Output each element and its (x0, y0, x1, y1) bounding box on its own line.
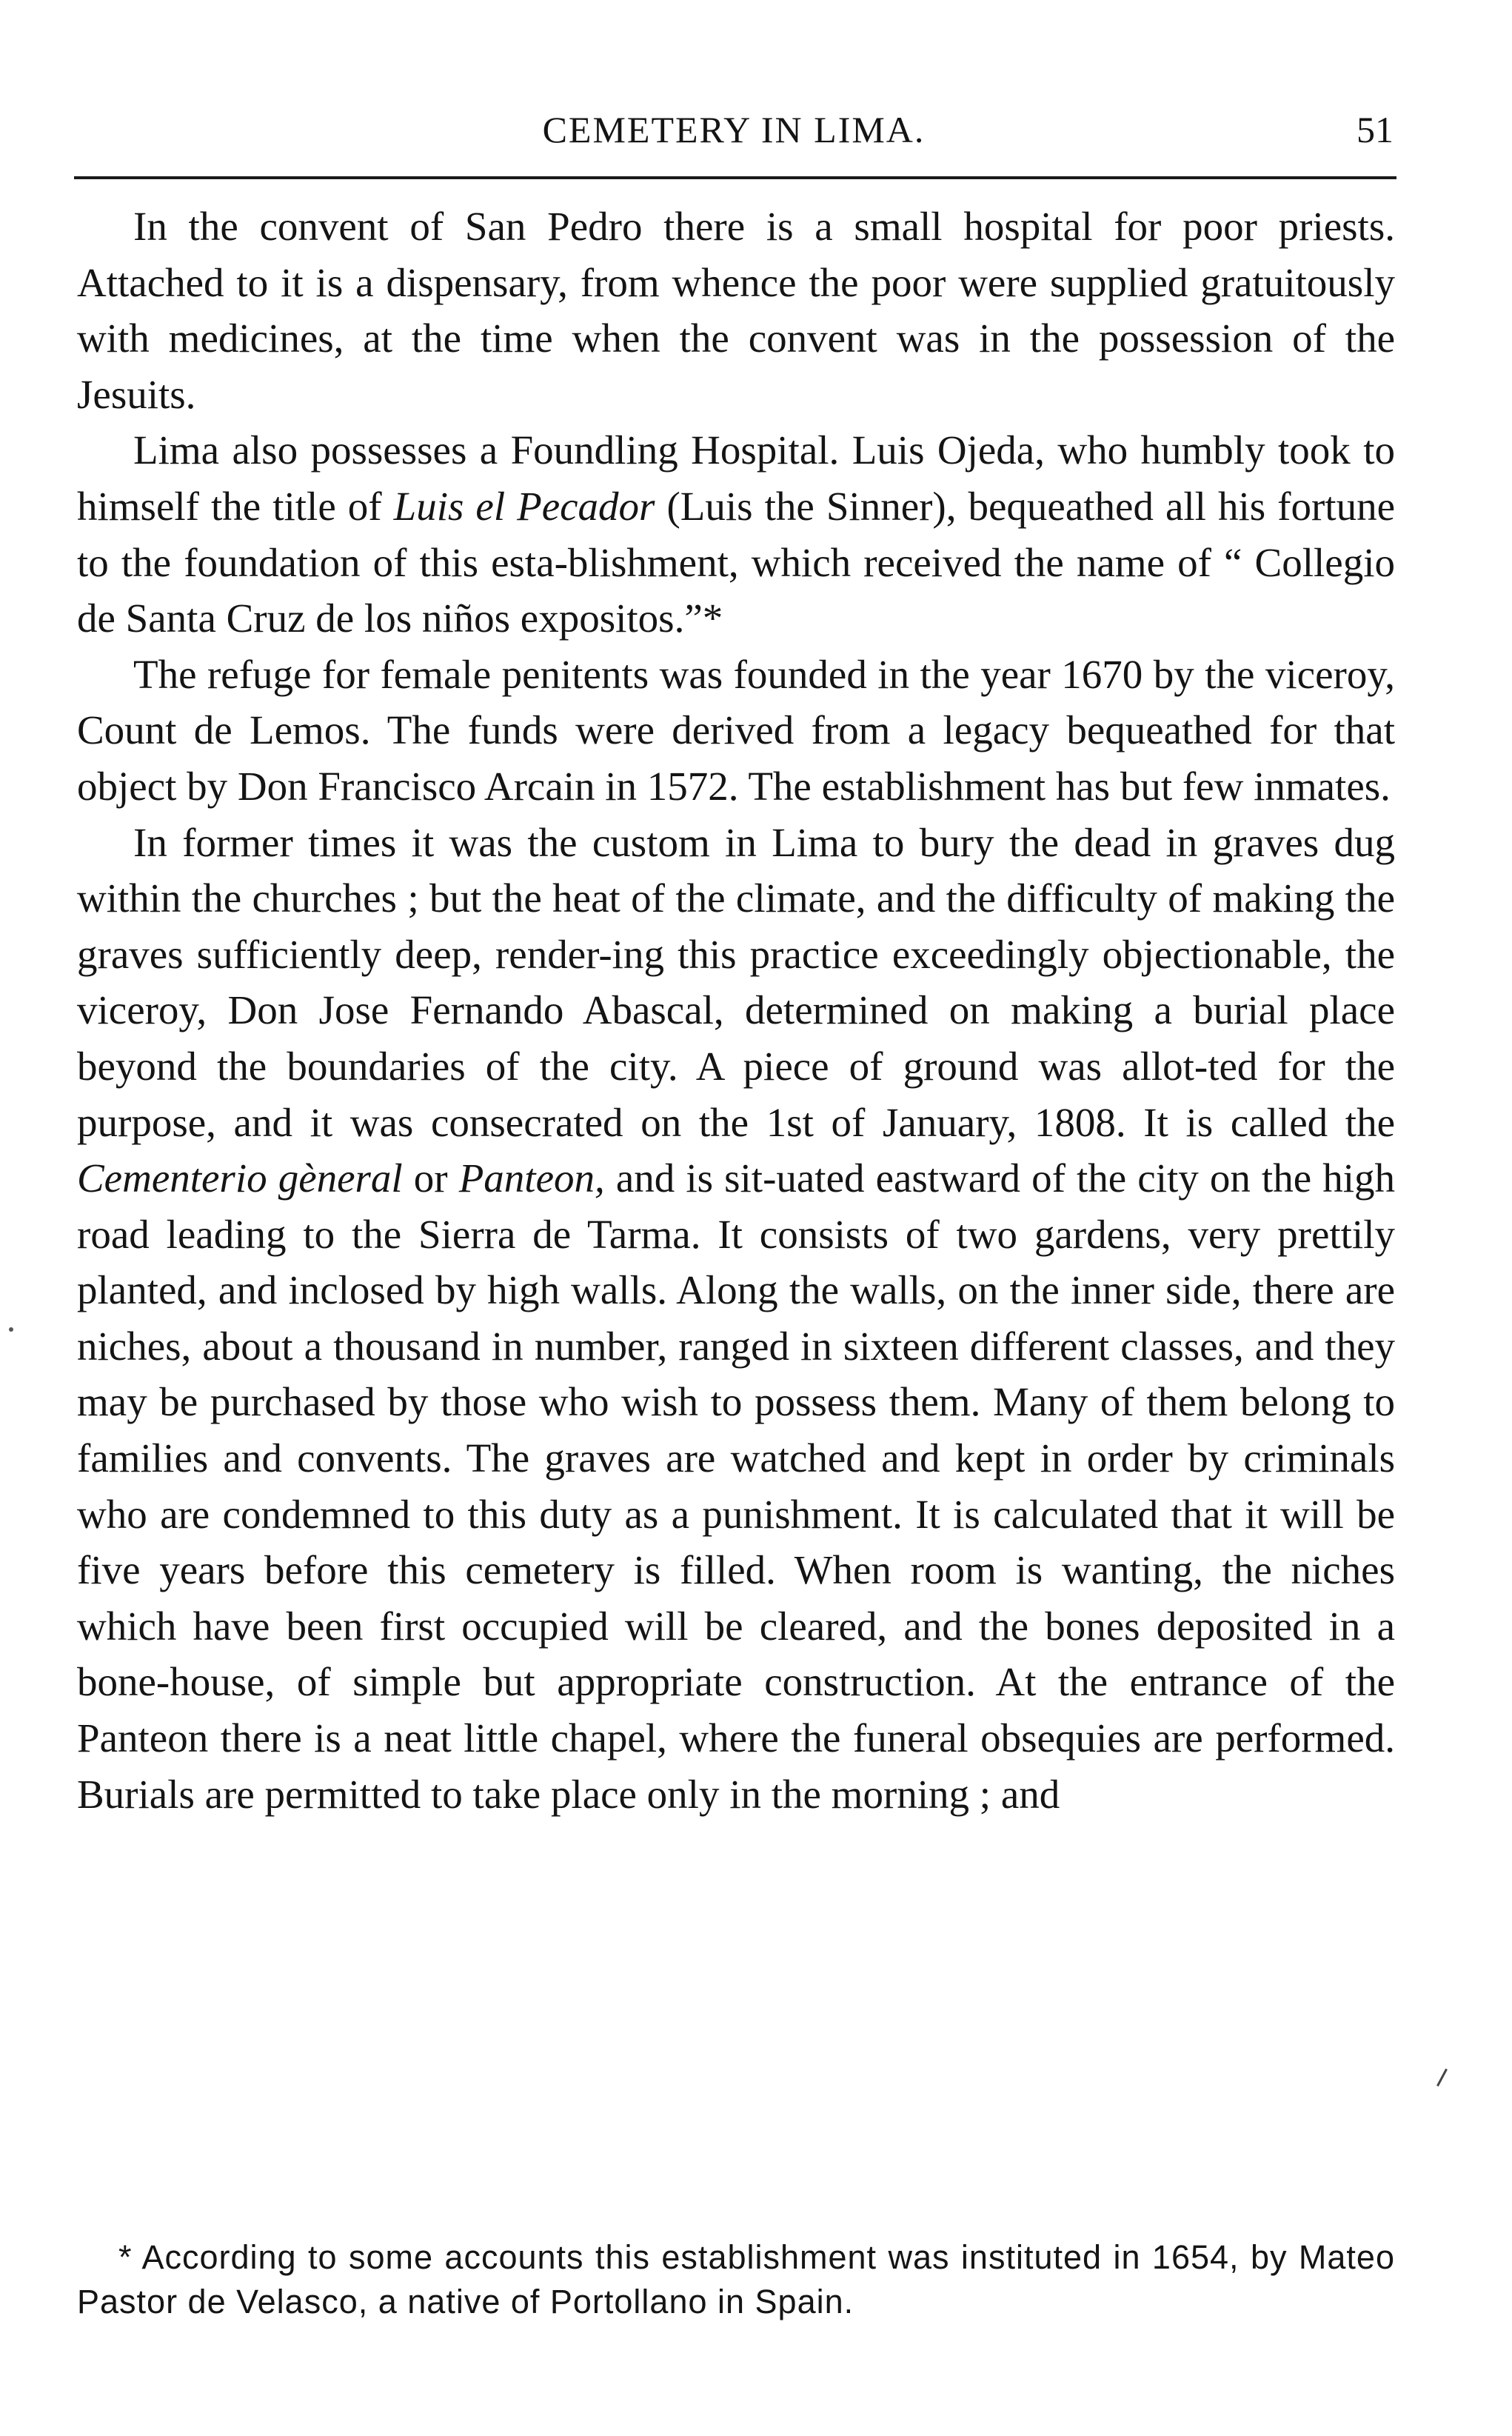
margin-stroke (1436, 2069, 1448, 2086)
text-run: (Luis the Sinner), bequeathed all his fortune to the foundation of this esta-blishment, which received the name of “ Collegio de Santa Cruz de los niños expositos.”* (77, 483, 1396, 641)
footnote: * According to some accounts this establishment was instituted in 1654, by Mateo Pastor de Velasco, a native of Portollano in Spain. (77, 2238, 1395, 2320)
paragraph-1 (77, 198, 1395, 422)
text-run: The refuge for female penitents was founded in the year 1670 by the viceroy, Count de Lemos. The funds were derived from a legacy bequeathed for that object by Don Francisco Arcain in 1572. The establishment has but few inmates. (77, 651, 1395, 809)
text-run: In former times it was the custom in Lima to bury the dead in graves dug within the churches ; but the heat of the climate, and the difficulty of making the graves sufficiently deep, render-ing this practice exceedingly objectionable, the viceroy, Don Jose Fernando Abascal, determined on making a burial place beyond the boundaries of the city. A piece of ground was allot-ted for the purpose, and it was consecrated on the 1st of January, 1808. It is called the (77, 819, 1395, 1145)
paragraph-3 (77, 647, 1395, 815)
text-run: and is sit-uated eastward of the city on the high road leading to the Sierra de Tarma. It consists of two gardens, very prettily planted, and inclosed by high walls. Along the walls, on the inner side, there are niches, about a thousand in number, ranged in sixteen different classes, and they may be purchased by those who wish to possess them. Many of them belong to families and convents. The graves are watched and kept in order by criminals who are condemned to this duty as a punishment. It is calculated that it will be five years before this cemetery is filled. When room is wanting, the niches which have been first occupied will be cleared, and the bones deposited in a bone-house, of simple but appropriate construction. At the entrance of the Panteon there is a neat little chapel, where the funeral obsequies are performed. Burials are permitted to take place only in the morning ; and (77, 1155, 1395, 1817)
text-run: In the convent of San Pedro there is a small hospital for poor priests. Attached to it is a dispensary, from whence the poor were supplied gratuitously with medicines, at the time when the convent was in the possession of the Jesuits. (77, 204, 1395, 417)
italic-text: Luis el Pecador (393, 483, 655, 529)
margin-speck (9, 1327, 13, 1332)
page-number: 51 (1357, 109, 1394, 150)
header-rule (74, 176, 1396, 179)
running-head: CEMETERY IN LIMA. (542, 109, 926, 150)
page-header (74, 105, 1394, 154)
italic-text: Cementerio gèneral (77, 1155, 403, 1201)
paragraph-2 (77, 422, 1395, 646)
text-run: or (402, 1155, 459, 1201)
italic-text: Panteon, (458, 1155, 605, 1201)
text-run: Lima also possesses a Foundling Hospital. Luis Ojeda, who humbly took to himself the title of (77, 427, 1395, 529)
footnotes (77, 2235, 1395, 2324)
body-text (77, 198, 1395, 1822)
paragraph-4 (77, 815, 1395, 1823)
